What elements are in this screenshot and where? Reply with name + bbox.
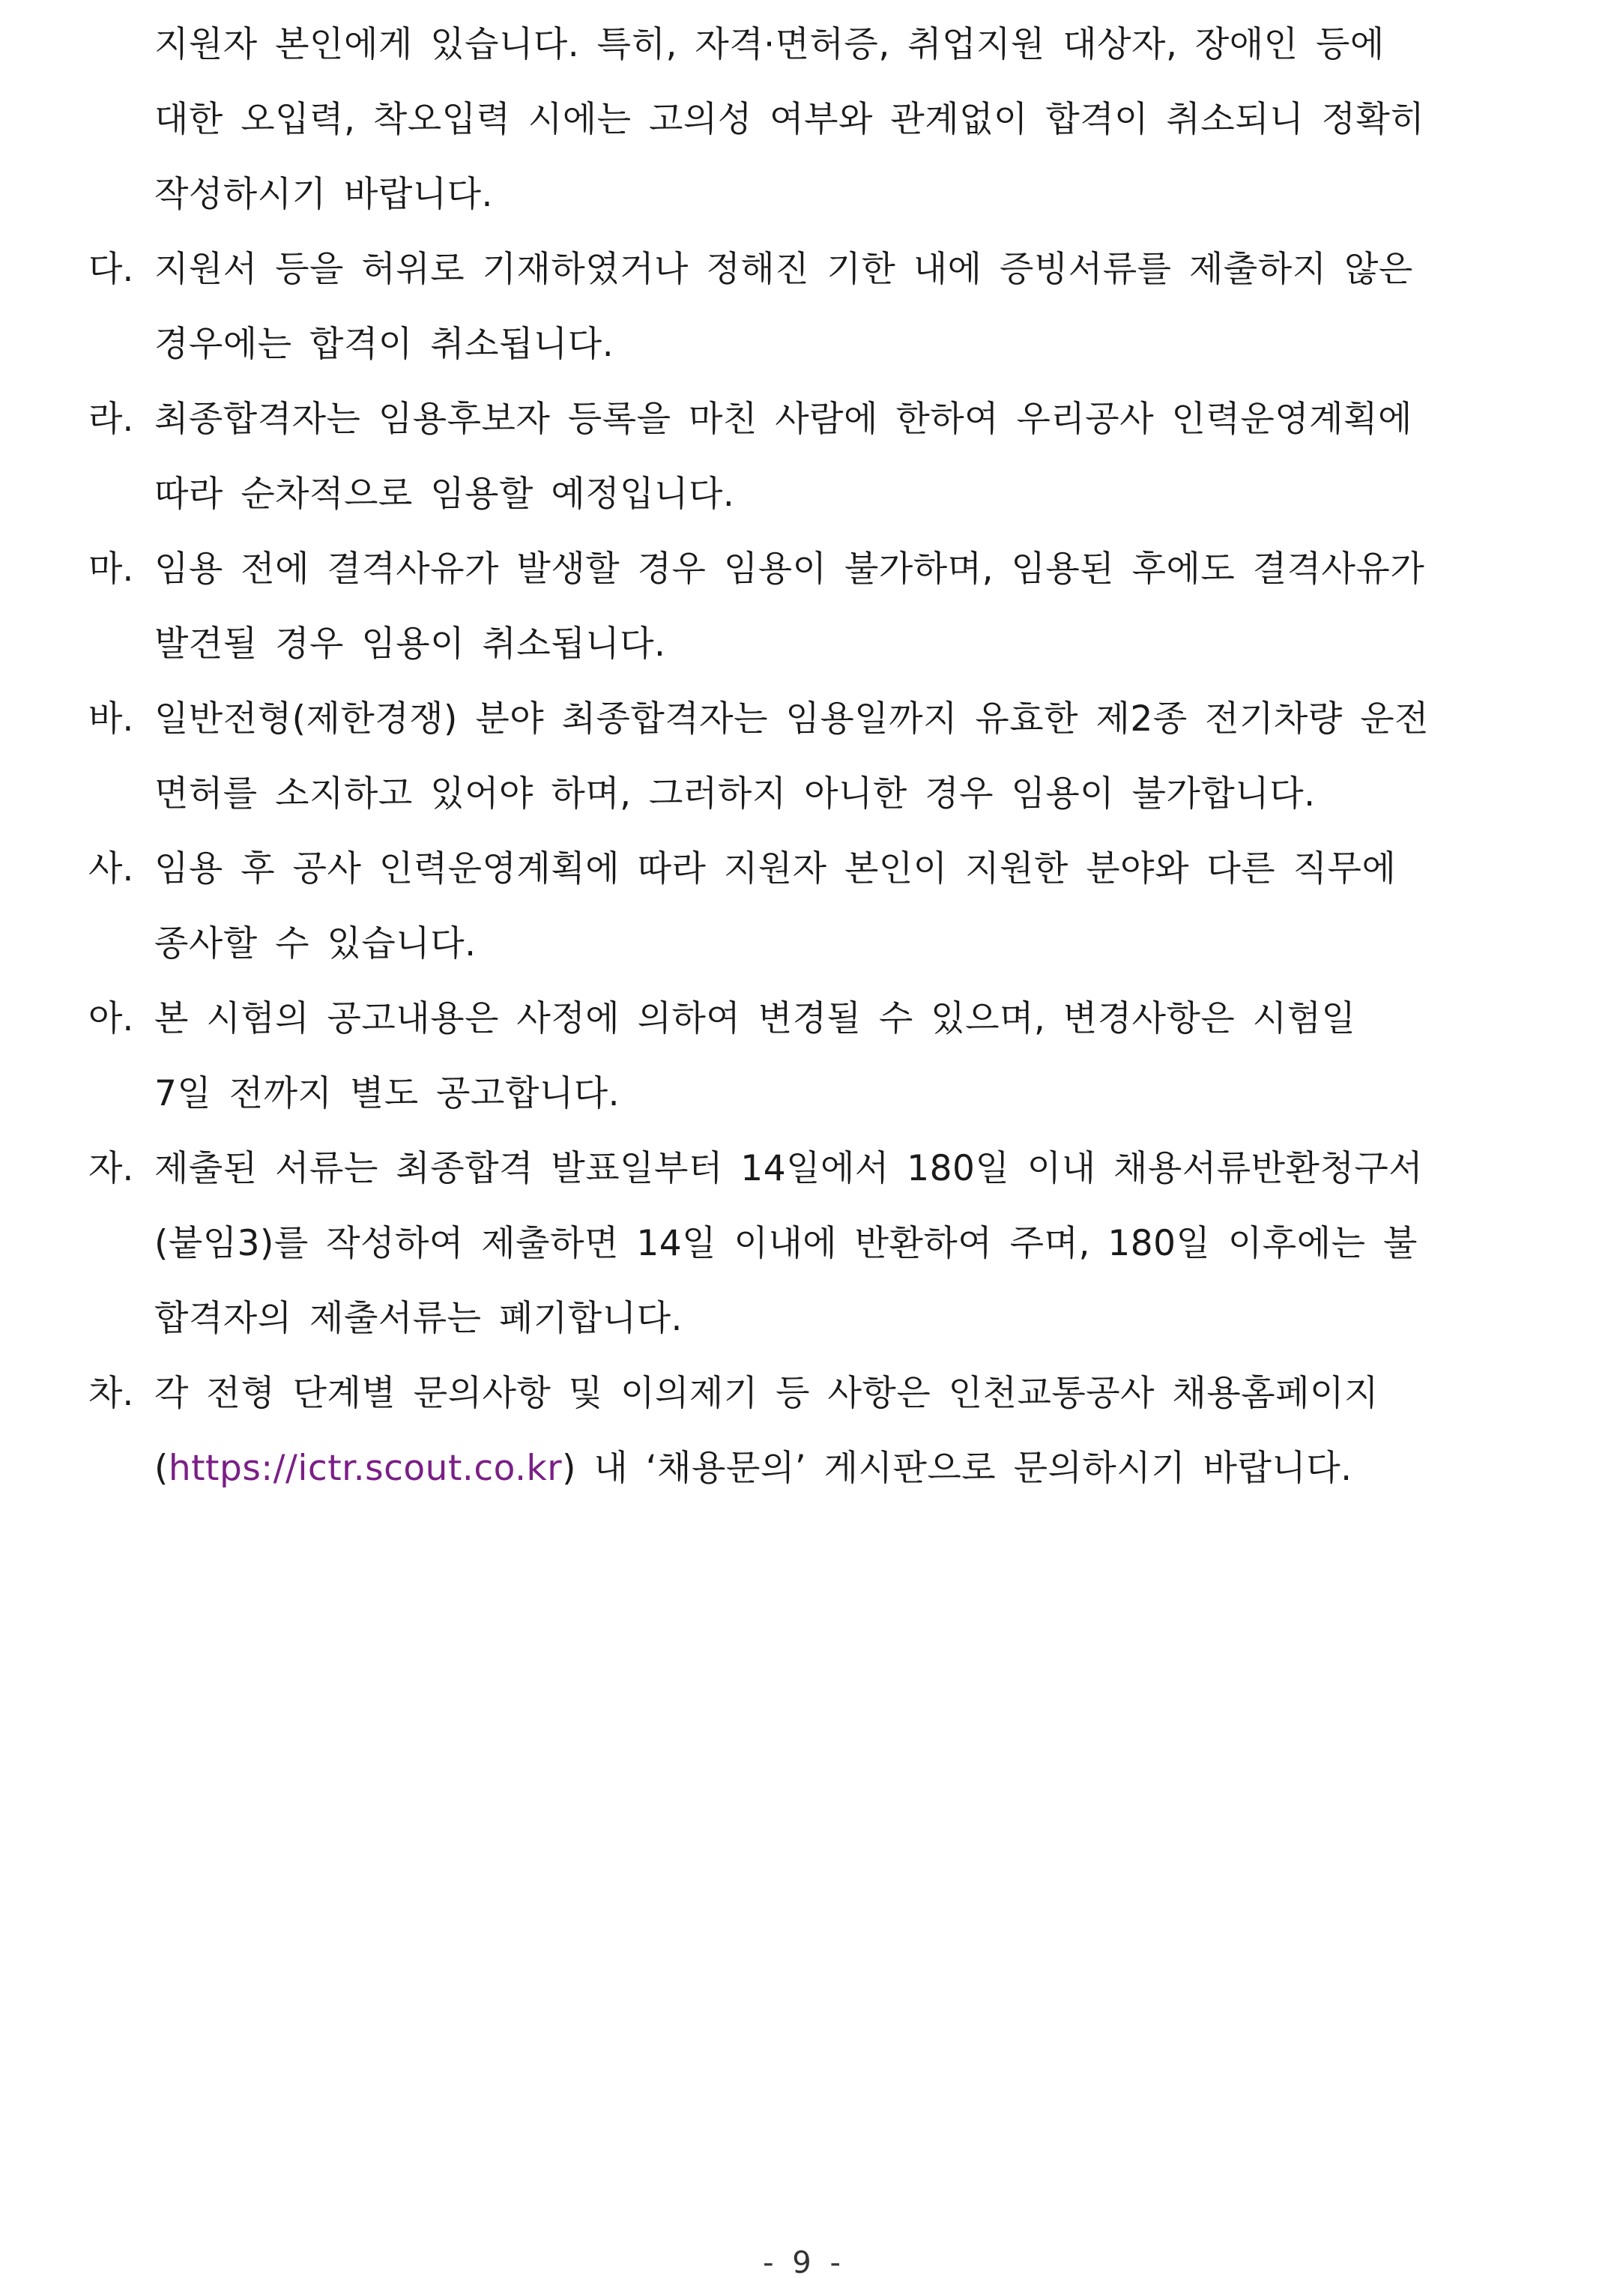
item-line: 종사할 수 있습니다. [154,923,477,964]
item-ba [88,682,1520,832]
item-marker: 마. [88,549,134,590]
item-marker: 다. [88,249,134,290]
item-cha [88,1356,1520,1506]
item-line: 일반전형(제한경쟁) 분야 최종합격자는 임용일까지 유효한 제2종 전기차량 운전 [154,698,1430,740]
item-marker: 사. [88,848,134,889]
item-line: 발견될 경우 임용이 취소됩니다. [154,623,666,665]
item-line: 면허를 소지하고 있어야 하며, 그러하지 아니한 경우 임용이 불가합니다. [154,773,1316,815]
item-line-rest: ) 내 ‘채용문의’ 게시판으로 문의하시기 바랍니다. [562,1448,1352,1489]
item-line: 따라 순차적으로 임용할 예정입니다. [154,474,735,515]
recruitment-homepage-link[interactable]: https://ictr.scout.co.kr [168,1448,563,1489]
item-line: (붙임3)를 작성하여 제출하면 14일 이내에 반환하여 주며, 180일 이후에는 불 [154,1223,1418,1264]
item-line: 지원서 등을 허위로 기재하였거나 정해진 기한 내에 증빙서류를 제출하지 않은 [154,249,1413,290]
item-line: 대한 오입력, 착오입력 시에는 고의성 여부와 관계없이 합격이 취소되니 정확히 [154,99,1425,140]
item-marker: 라. [88,399,134,440]
item-line: 각 전형 단계별 문의사항 및 이의제기 등 사항은 인천교통공사 채용홈페이지 [154,1373,1379,1414]
item-line: 본 시험의 공고내용은 사정에 의하여 변경될 수 있으며, 변경사항은 시험일 [154,998,1356,1039]
item-line: 임용 전에 결격사유가 발생할 경우 임용이 불가하며, 임용된 후에도 결격사유가 [154,549,1425,590]
item-continuation [88,7,1520,232]
item-line: 지원자 본인에게 있습니다. 특히, 자격·면허증, 취업지원 대상자, 장애인 등에 [154,24,1385,65]
item-line: 최종합격자는 임용후보자 등록을 마친 사람에 한하여 우리공사 인력운영계획에 [154,399,1412,440]
notice-body [88,7,1520,1506]
item-line: 임용 후 공사 인력운영계획에 따라 지원자 본인이 지원한 분야와 다른 직무에 [154,848,1397,889]
item-sa [88,832,1520,982]
item-line: 경우에는 합격이 취소됩니다. [154,324,614,365]
page-number: - 9 - [763,2246,845,2280]
item-a [88,982,1520,1132]
item-ja [88,1132,1520,1356]
item-marker: 바. [88,698,134,740]
item-line-with-link [154,1431,1520,1506]
item-line: 합격자의 제출서류는 폐기합니다. [154,1298,683,1339]
item-marker: 차. [88,1373,134,1414]
item-marker: 자. [88,1148,134,1189]
item-ra [88,382,1520,532]
item-marker: 아. [88,998,134,1039]
item-line: 제출된 서류는 최종합격 발표일부터 14일에서 180일 이내 채용서류반환청구서 [154,1148,1424,1189]
item-line: 작성하시기 바랍니다. [154,174,493,215]
item-line: 7일 전까지 별도 공고합니다. [154,1073,620,1114]
item-da [88,232,1520,382]
item-ma [88,532,1520,682]
paren-open: ( [154,1448,169,1489]
